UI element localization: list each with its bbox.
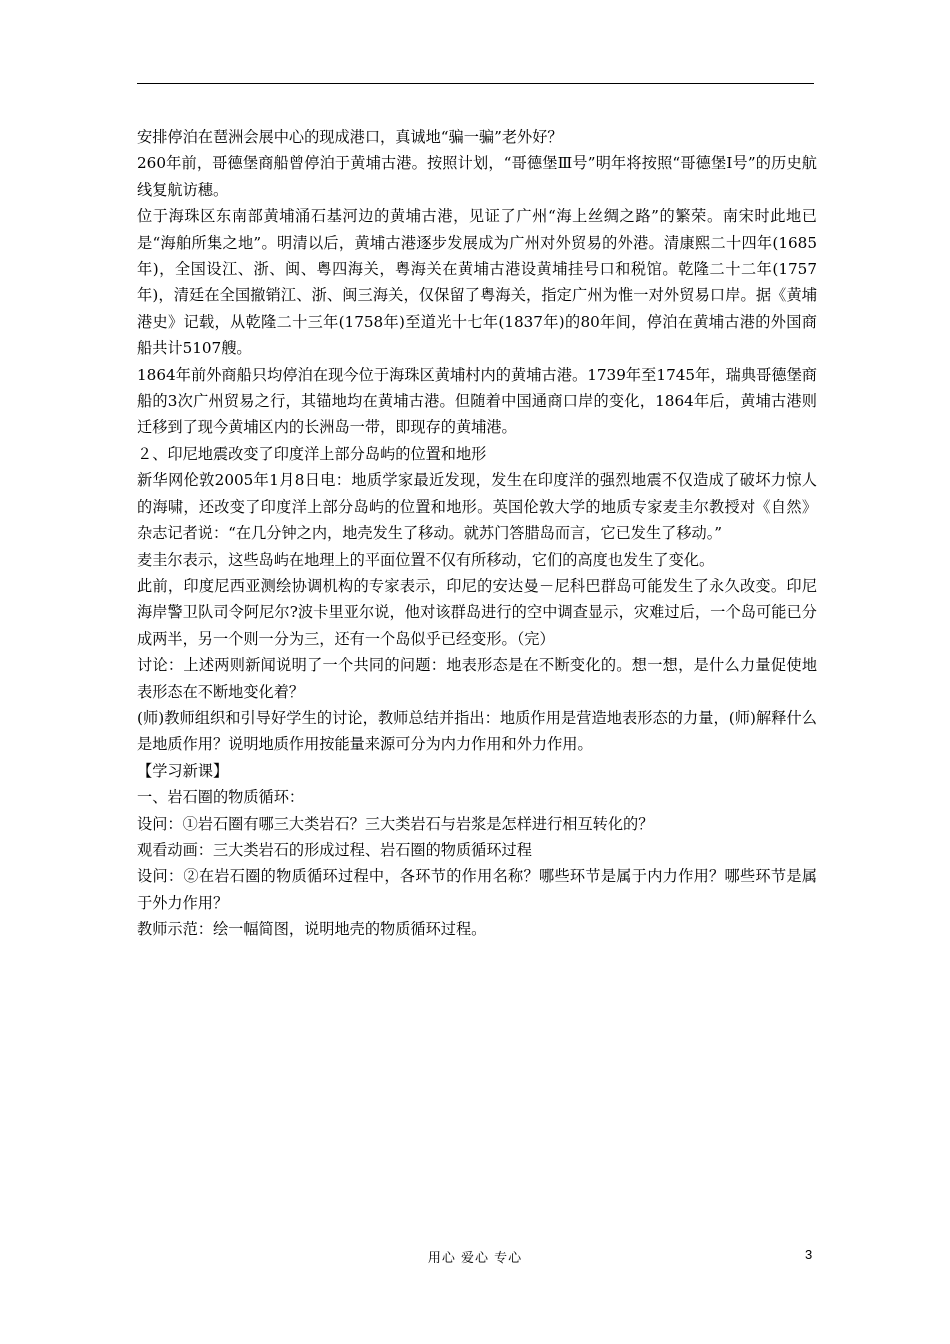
paragraph: 设问：②在岩石圈的物质循环过程中，各环节的作用名称？哪些环节是属于内力作用？哪些环节是属于外力作用？: [137, 867, 817, 912]
paragraph: (师)教师组织和引导好学生的讨论，教师总结并指出：地质作用是营造地表形态的力量，(师)解释什么是地质作用？说明地质作用按能量来源可分为内力作用和外力作用。: [137, 708, 817, 754]
paragraph: 一、岩石圈的物质循环：: [137, 788, 305, 807]
header-rule: [137, 83, 814, 84]
paragraph: 麦圭尔表示，这些岛屿在地理上的平面位置不仅有所移动，它们的高度也发生了变化。: [137, 550, 715, 569]
paragraph: 新华网伦敦2005年1月8日电：地质学家最近发现，发生在印度洋的强烈地震不仅造成了破坏力惊人的海啸，还改变了印度洋上部分岛屿的位置和地形。英国伦敦大学的地质专家麦圭尔教授对《自然》杂志记者说：“在几分钟之内，地壳发生了移动。就苏门答腊岛而言，它已发生了移动。”: [137, 471, 817, 543]
paragraph: 260年前，哥德堡商船曾停泊于黄埔古港。按照计划，“哥德堡Ⅲ号”明年将按照“哥德堡Ⅰ号”的历史航线复航访穗。: [137, 154, 817, 199]
section-heading: 【学习新课】: [137, 761, 229, 780]
paragraph: 教师示范：绘一幅简图，说明地壳的物质循环过程。: [137, 920, 487, 939]
paragraph: 观看动画：三大类岩石的形成过程、岩石圈的物质循环过程: [137, 840, 532, 859]
paragraph: 设问：①岩石圈有哪三大类岩石？三大类岩石与岩浆是怎样进行相互转化的？: [137, 814, 654, 833]
paragraph: 位于海珠区东南部黄埔涌石基河边的黄埔古港，见证了广州“海上丝绸之路”的繁荣。南宋时此地已是“海舶所集之地”。明清以后，黄埔古港逐步发展成为广州对外贸易的外港。清康熙二十四年(1685年)，全国设江、浙、闽、粤四海关，粤海关在黄埔古港设黄埔挂号口和税馆。乾隆二十二年(1757年)，清廷在全国撤销江、浙、闽三海关，仅保留了粤海关，指定广州为惟一对外贸易口岸。据《黄埔港史》记载，从乾隆二十三年(1758年)至道光十七年(1837年)的80年间，停泊在黄埔古港的外国商船共计5107艘。: [137, 207, 817, 358]
paragraph: 安排停泊在琶洲会展中心的现成港口，真诚地“骗一骗”老外好？: [137, 128, 563, 146]
section-heading: ２、印尼地震改变了印度洋上部分岛屿的位置和地形: [137, 444, 487, 463]
paragraph: 讨论：上述两则新闻说明了一个共同的问题：地表形态是在不断变化的。想一想，是什么力量促使地表形态在不断地变化着？: [137, 656, 817, 701]
paragraph: 此前，印度尼西亚测绘协调机构的专家表示，印尼的安达曼－尼科巴群岛可能发生了永久改变。印尼海岸警卫队司令阿尼尔?波卡里亚尔说，他对该群岛进行的空中调查显示，灾难过后，一个岛可能已分成两半，另一个则一分为三，还有一个岛似乎已经变形。（完）: [137, 576, 817, 648]
page-number: 3: [805, 1247, 813, 1262]
body-text: [137, 124, 817, 943]
paragraph: 1864年前外商船只均停泊在现今位于海珠区黄埔村内的黄埔古港。1739年至1745年，瑞典哥德堡商船的3次广州贸易之行，其锚地均在黄埔古港。但随着中国通商口岸的变化，1864年后，黄埔古港则迁移到了现今黄埔区内的长洲岛一带，即现存的黄埔港。: [137, 365, 817, 437]
footer-motto: 用心 爱心 专心: [427, 1251, 523, 1266]
